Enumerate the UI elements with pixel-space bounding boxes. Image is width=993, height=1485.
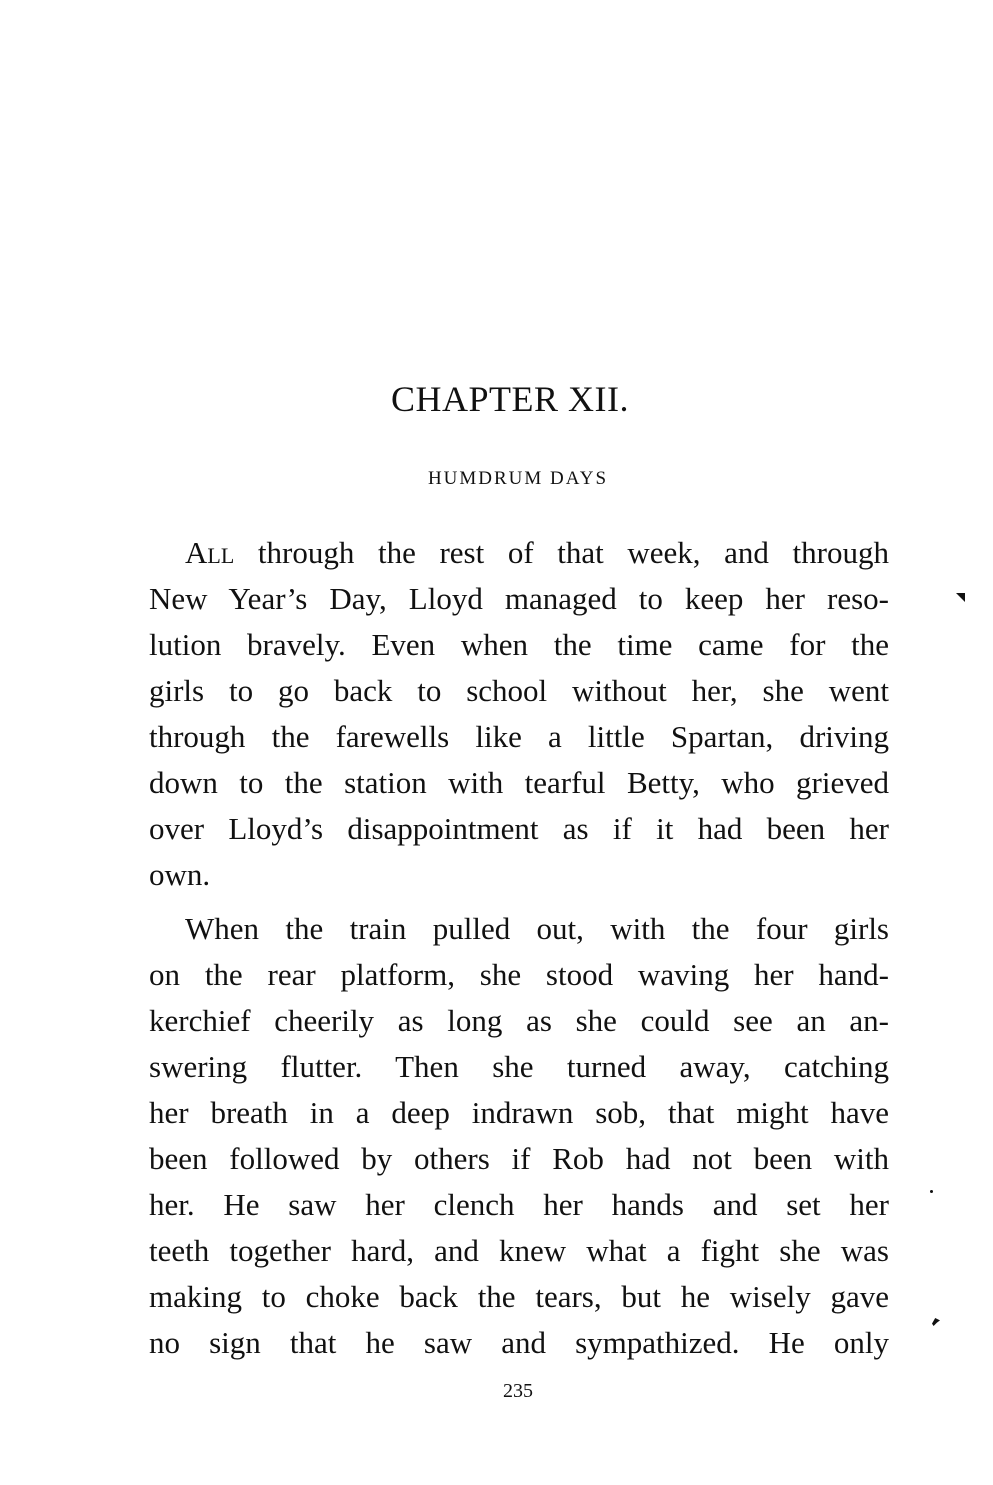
paragraph-1 [149,530,889,898]
text-line: her. He saw her clench her hands and set her [149,1187,889,1222]
text-line: swering flutter. Then she turned away, catching [149,1049,889,1084]
chapter-title: CHAPTER XII. [391,379,629,419]
text-line: through the farewells like a little Spartan, driving [149,719,889,754]
text-line: over Lloyd’s disappointment as if it had been her [149,811,889,846]
text-line: teeth together hard, and knew what a fight she was [149,1233,889,1268]
text-line: lution bravely. Even when the time came for the [149,627,889,662]
page-number: 235 [503,1380,533,1402]
text-line: making to choke back the tears, but he wisely gave [149,1279,889,1314]
paragraph-2 [149,906,889,1366]
chapter-body-text [149,530,889,1366]
text-line: New Year’s Day, Lloyd managed to keep her reso- [149,581,889,616]
text-line [149,530,889,576]
scan-speck [956,593,965,602]
text-line: When the train pulled out, with the four girls [185,911,889,946]
text-line: her breath in a deep indrawn sob, that might have [149,1095,889,1130]
scan-speck [930,1190,933,1193]
scan-speck [932,1318,940,1326]
text-line: on the rear platform, she stood waving her hand- [149,957,889,992]
drop-word: All [185,535,235,570]
text-line: kerchief cheerily as long as she could see an an- [149,1003,889,1038]
text-line: own. [149,857,211,892]
line-rest: through the rest of that week, and through [234,535,889,570]
text-line: no sign that he saw and sympathized. He only [149,1325,889,1360]
chapter-subtitle: HUMDRUM DAYS [427,468,609,489]
text-line: been followed by others if Rob had not been with [149,1141,889,1176]
text-line: girls to go back to school without her, she went [149,673,889,708]
text-line: down to the station with tearful Betty, who grieved [149,765,889,800]
